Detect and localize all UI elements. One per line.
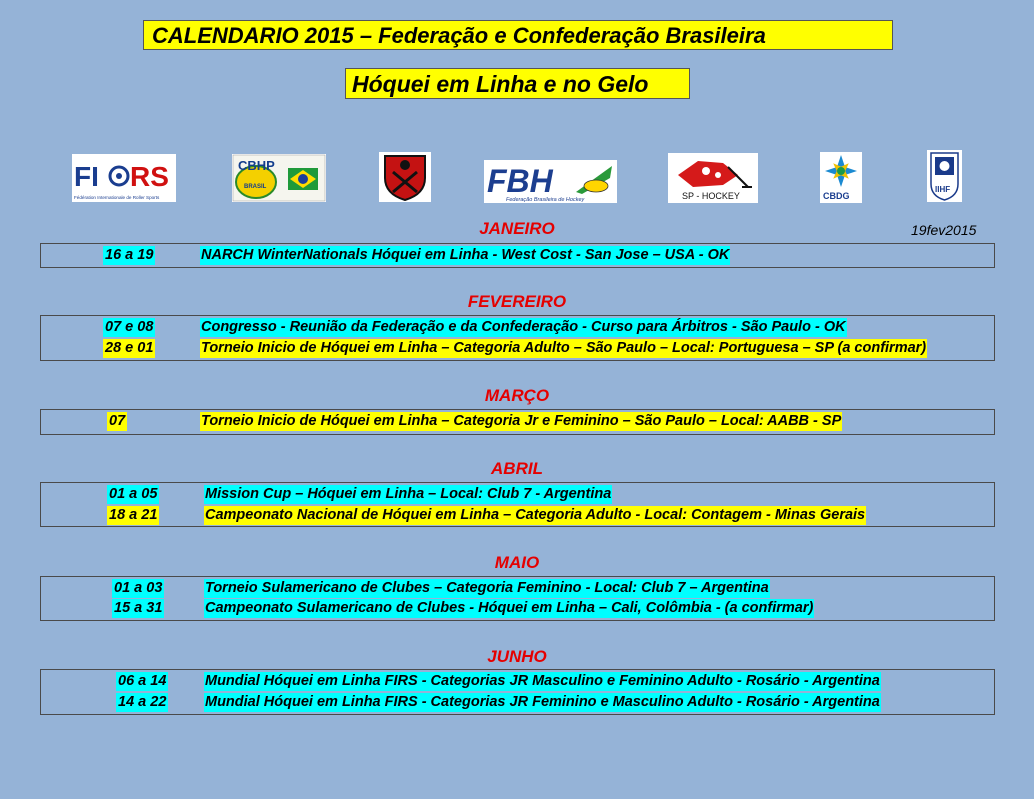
event-date: 16 a 19 [105, 247, 154, 263]
month-heading: MARÇO [484, 386, 550, 405]
fbh-logo [484, 160, 617, 203]
month-box [40, 576, 995, 621]
date-note: 19fev2015 [911, 222, 977, 238]
event-date: 15 a 31 [114, 600, 163, 616]
cbdg-logo [820, 152, 862, 203]
sp-hockey-logo-caption: SP - HOCKEY [682, 191, 740, 201]
page-subtitle: Hóquei em Linha e no Gelo [345, 68, 690, 99]
event-date: 14 a 22 [118, 694, 167, 710]
iihf-logo-caption: IIHF [935, 185, 951, 194]
firs-logo-caption: Fédération Internationale de Roller Sports [74, 195, 160, 200]
iihf-logo [927, 150, 962, 202]
month-heading: MAIO [494, 553, 540, 572]
cbhp-logo-caption: BRASIL [244, 184, 267, 190]
event-text: Torneio Inicio de Hóquei em Linha – Categoria Adulto – São Paulo – Local: Portuguesa – SP (a confirmar) [201, 340, 927, 356]
event-date: 01 a 03 [114, 580, 163, 596]
event-text: Mundial Hóquei em Linha FIRS - Categorias JR Feminino e Masculino Adulto - Rosário - Argentina [205, 694, 880, 710]
cbdg-logo-caption: CBDG [823, 191, 850, 201]
firs-logo-text-accent: RS [130, 161, 169, 192]
club-shield-logo [379, 152, 431, 202]
month-box [40, 482, 995, 527]
fbh-logo-text-main: FBH [487, 163, 553, 199]
month-box [40, 669, 995, 715]
event-text: Campeonato Sulamericano de Clubes - Hóquei em Linha – Cali, Colômbia - (a confirmar) [205, 600, 814, 616]
event-date: 01 a 05 [109, 486, 158, 502]
month-heading: JANEIRO [479, 219, 555, 238]
month-heading: FEVEREIRO [467, 292, 567, 311]
sp-hockey-logo [668, 153, 758, 203]
event-date: 28 e 01 [105, 340, 154, 356]
event-text: Mundial Hóquei em Linha FIRS - Categorias JR Masculino e Feminino Adulto - Rosário - Argentina [205, 673, 880, 689]
firs-logo [72, 154, 176, 202]
cbhp-logo-text-main: CBHP [238, 158, 275, 173]
month-box [40, 243, 995, 268]
page-title: CALENDARIO 2015 – Federação e Confederação Brasileira [143, 20, 893, 50]
event-text: Torneio Inicio de Hóquei em Linha – Categoria Jr e Feminino – São Paulo – Local: AABB - SP [201, 413, 842, 429]
event-text: NARCH WinterNationals Hóquei em Linha - West Cost - San Jose – USA - OK [201, 247, 730, 263]
event-text: Torneio Sulamericano de Clubes – Categoria Feminino - Local: Club 7 – Argentina [205, 580, 769, 596]
event-date: 06 a 14 [118, 673, 167, 689]
event-text: Campeonato Nacional de Hóquei em Linha – Categoria Adulto - Local: Contagem - Minas Gerais [205, 507, 866, 523]
event-text: Mission Cup – Hóquei em Linha – Local: Club 7 - Argentina [205, 486, 612, 502]
firs-logo-text-main: FI [74, 161, 99, 192]
event-date: 07 [109, 413, 126, 429]
fbh-logo-caption: Federação Brasileira de Hockey [506, 197, 585, 203]
month-heading: ABRIL [491, 459, 543, 478]
month-box [40, 409, 995, 435]
month-heading: JUNHO [487, 647, 547, 666]
event-text: Congresso - Reunião da Federação e da Confederação - Curso para Árbitros - São Paulo - OK [201, 319, 846, 335]
month-box [40, 315, 995, 361]
cbhp-logo [232, 154, 326, 202]
event-date: 18 a 21 [109, 507, 158, 523]
event-date: 07 e 08 [105, 319, 154, 335]
